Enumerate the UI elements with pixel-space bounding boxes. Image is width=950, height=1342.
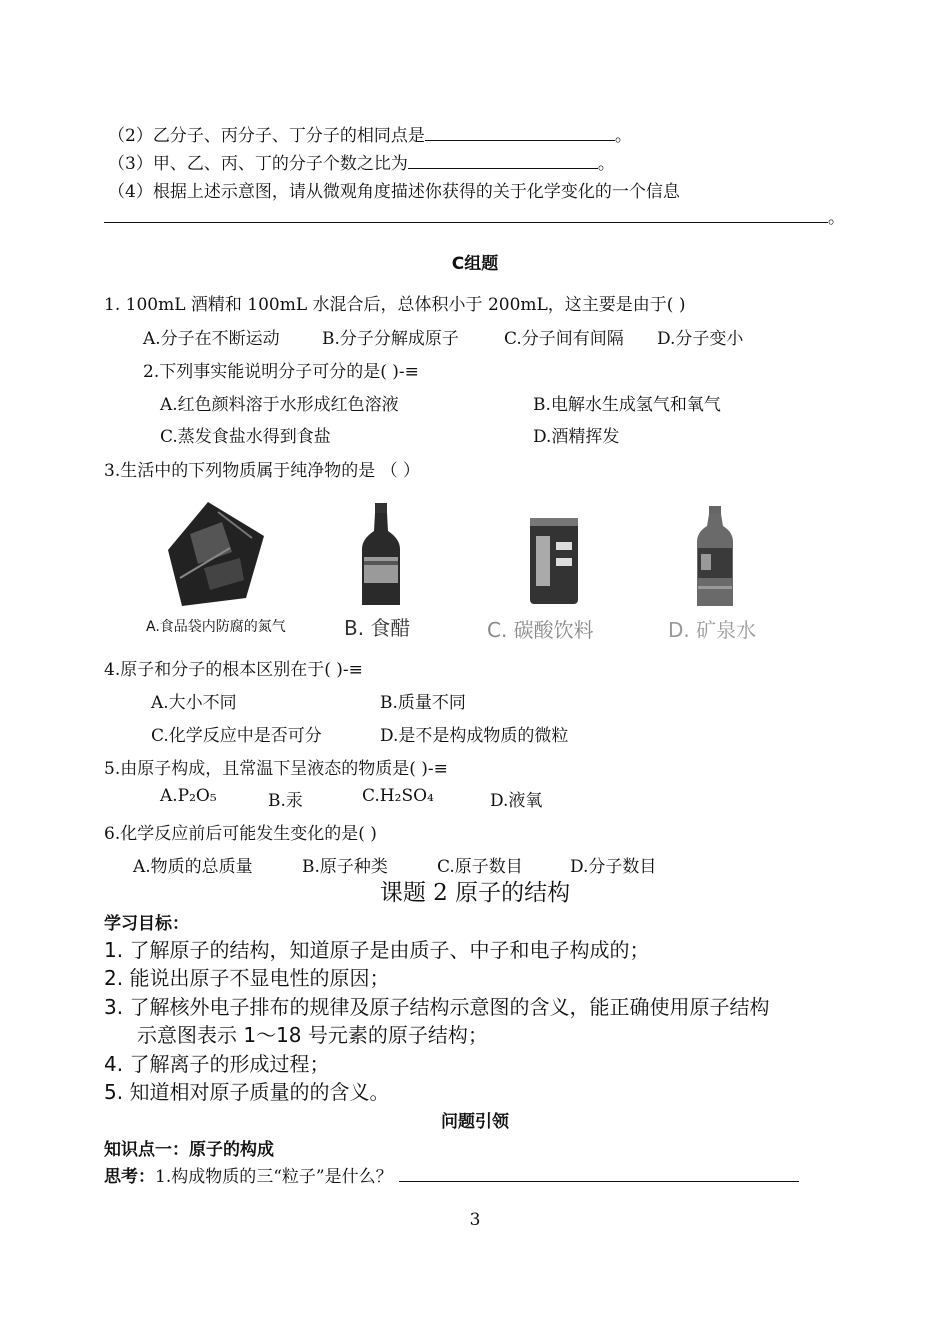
c-q6-option-d: D.分子数目	[570, 857, 657, 877]
page-number: 3	[469, 1210, 481, 1230]
c-q1-option-d: D.分子变小	[657, 329, 744, 349]
c-q5-option-a: A.P₂O₅	[160, 786, 217, 806]
answer-blank[interactable]	[399, 1165, 799, 1182]
group-c-title: C组题	[451, 254, 499, 274]
c-q5-stem: 5.由原子构成，且常温下呈液态的物质是( )-≡	[104, 759, 448, 779]
c-q5-option-b: B.汞	[268, 791, 303, 811]
c-q2-option-d: D.酒精挥发	[533, 427, 620, 447]
c-q2-option-b: B.电解水生成氢气和氧气	[533, 395, 721, 415]
c-q2-option-a: A.红色颜料溶于水形成红色溶液	[160, 395, 399, 415]
c-q1-stem: 1. 100mL 酒精和 100mL 水混合后，总体积小于 200mL，这主要是由于( )	[104, 295, 686, 315]
knowledge-point-1-title: 知识点一：原子的构成	[104, 1140, 274, 1160]
c-q6-stem: 6.化学反应前后可能发生变化的是( )	[104, 824, 377, 844]
soda-can-image	[528, 516, 580, 606]
nitrogen-bag-image	[160, 498, 272, 610]
c-q6-option-b: B.原子种类	[302, 857, 388, 877]
c-q2-option-c: C.蒸发食盐水得到食盐	[160, 427, 331, 447]
c-q5-option-d: D.液氧	[490, 791, 543, 811]
objective-3: 3. 了解核外电子排布的规律及原子结构示意图的含义，能正确使用原子结构	[104, 995, 770, 1019]
c-q1-option-a: A.分子在不断运动	[143, 329, 280, 349]
c-q4-option-b: B.质量不同	[380, 693, 466, 713]
c-q3-caption-d: D. 矿泉水	[668, 618, 757, 642]
think-question-1: 思考：1.构成物质的三“粒子”是什么？	[104, 1162, 799, 1187]
answer-blank[interactable]	[408, 152, 598, 169]
objective-5: 5. 知道相对原子质量的的含义。	[104, 1080, 390, 1104]
prev-question-4: （4）根据上述示意图，请从微观角度描述你获得的关于化学变化的一个信息	[108, 182, 680, 202]
c-q4-stem: 4.原子和分子的根本区别在于( )-≡	[104, 660, 363, 680]
prev-question-3: （3）甲、乙、丙、丁的分子个数之比为 。	[108, 154, 615, 174]
prev-question-4-answer-line: 。	[104, 203, 845, 228]
c-q1-option-b: B.分子分解成原子	[322, 329, 459, 349]
c-q4-option-d: D.是不是构成物质的微粒	[380, 726, 569, 746]
c-q2-stem: 2.下列事实能说明分子可分的是( )-≡	[143, 362, 419, 382]
answer-blank[interactable]	[425, 124, 615, 141]
c-q3-caption-b: B. 食醋	[344, 616, 411, 640]
c-q6-option-a: A.物质的总质量	[133, 857, 253, 877]
objective-4: 4. 了解离子的形成过程；	[104, 1052, 330, 1076]
c-q4-option-c: C.化学反应中是否可分	[151, 726, 322, 746]
c-q5-option-c: C.H₂SO₄	[362, 786, 434, 806]
c-q3-caption-a: A.食品袋内防腐的氮气	[146, 619, 286, 635]
c-q6-option-c: C.原子数目	[437, 857, 523, 877]
c-q3-caption-c: C. 碳酸饮料	[487, 618, 594, 642]
objectives-label: 学习目标：	[104, 914, 189, 934]
objective-1: 1. 了解原子的结构，知道原子是由质子、中子和电子构成的；	[104, 938, 650, 962]
lesson-title: 课题 2 原子的结构	[379, 880, 571, 906]
c-q3-stem: 3.生活中的下列物质属于纯净物的是 （ ）	[104, 461, 421, 481]
c-q4-option-a: A.大小不同	[151, 693, 237, 713]
c-q1-option-c: C.分子间有间隔	[504, 329, 624, 349]
vinegar-bottle-image	[360, 503, 402, 607]
objective-2: 2. 能说出原子不显电性的原因；	[104, 966, 390, 990]
mineral-water-bottle-image	[695, 506, 735, 608]
section-title: 问题引领	[441, 1112, 509, 1132]
answer-blank[interactable]	[104, 206, 828, 223]
objective-3-cont: 示意图表示 1～18 号元素的原子结构；	[137, 1023, 488, 1047]
prev-question-2: （2）乙分子、丙分子、丁分子的相同点是 。	[108, 126, 632, 146]
